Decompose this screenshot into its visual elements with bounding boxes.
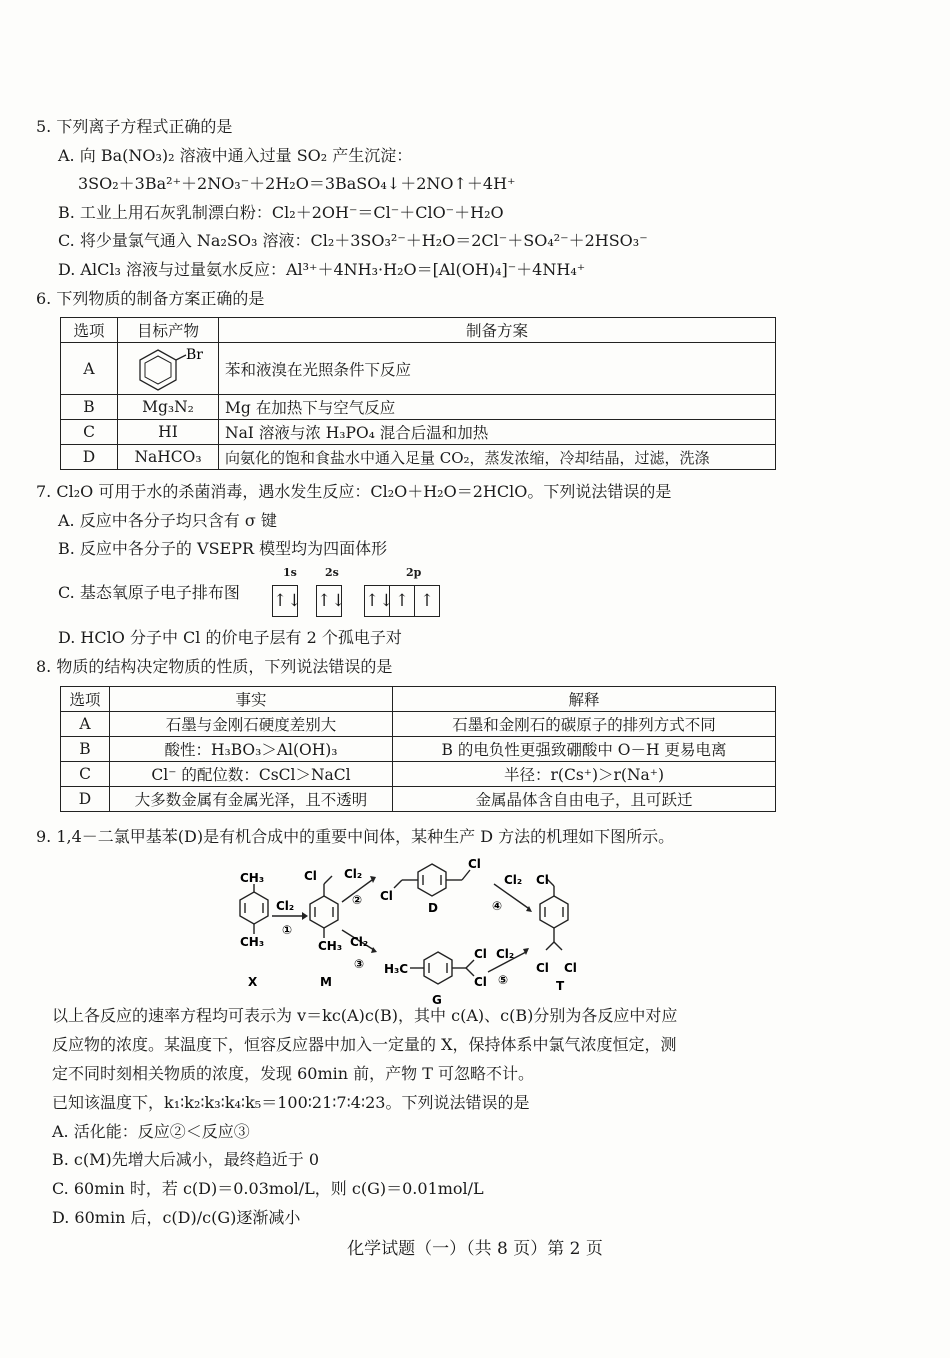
table-row (61, 343, 776, 395)
orbital-2s (316, 585, 346, 617)
q7-option-a: A. 反应中各分子均只含有 σ 键 (58, 511, 277, 530)
step-3: ③ (354, 957, 365, 971)
header-option: 选项 (61, 318, 118, 343)
d-left-cl: Cl (380, 889, 393, 903)
table-row (61, 737, 776, 762)
header-product: 目标产物 (118, 318, 219, 343)
row-option: D (61, 787, 110, 812)
q6-stem: 6. 下列物质的制备方案正确的是 (36, 289, 265, 308)
label-t: T (556, 979, 565, 993)
q9-paragraph-3: 定不同时刻相关物质的浓度，发现 60min 前，产物 T 可忽略不计。 (52, 1064, 534, 1083)
arrow4-cl2: Cl₂ (504, 873, 523, 887)
x-top-ch3: CH₃ (240, 871, 265, 885)
orbital-box: ↑↓ (364, 585, 390, 617)
t-cl-right: Cl (564, 961, 577, 975)
label-d: D (428, 901, 438, 915)
orbital-label-2p: 2p (406, 566, 422, 579)
q7-stem: 7. Cl₂O 可用于水的杀菌消毒，遇水发生反应：Cl₂O＋H₂O＝2HClO。下列说法错误的是 (36, 482, 672, 501)
reaction-scheme (204, 856, 624, 1006)
q9-paragraph-1: 以上各反应的速率方程均可表示为 v＝kc(A)c(B)，其中 c(A)、c(B)分别为各反应中对应 (52, 1006, 678, 1025)
t-cl-left: Cl (536, 961, 549, 975)
q9-option-d: D. 60min 后，c(D)/c(G)逐渐减小 (52, 1208, 301, 1227)
row-fact: 石墨与金刚石硬度差别大 (110, 712, 393, 737)
row-option: B (61, 395, 118, 420)
q5-stem: 5. 下列离子方程式正确的是 (36, 117, 233, 136)
q9-option-a: A. 活化能：反应②＜反应③ (52, 1122, 250, 1141)
row-reason: 半径：r(Cs⁺)＞r(Na⁺) (393, 762, 776, 787)
table-row (61, 712, 776, 737)
q5-option-c: C. 将少量氯气通入 Na₂SO₃ 溶液：Cl₂＋3SO₃²⁻＋H₂O＝2Cl⁻＋SO₄²⁻＋2HSO₃⁻ (58, 231, 648, 250)
label-m: M (320, 975, 332, 989)
row-fact: 大多数金属有金属光泽，且不透明 (110, 787, 393, 812)
g-cl-bottom: Cl (474, 975, 487, 989)
orbital-box: ↑↓ (316, 585, 342, 617)
table-row (61, 445, 776, 470)
table-row (61, 395, 776, 420)
table-header-row (61, 318, 776, 343)
q5-option-a-equation: 3SO₂＋3Ba²⁺＋2NO₃⁻＋2H₂O＝3BaSO₄↓＋2NO↑＋4H⁺ (78, 174, 516, 193)
q8-stem: 8. 物质的结构决定物质的性质，下列说法错误的是 (36, 657, 393, 676)
q9-paragraph-2: 反应物的浓度。某温度下，恒容反应器中加入一定量的 X，保持体系中氯气浓度恒定，测 (52, 1035, 677, 1054)
t-top-cl: Cl (536, 873, 549, 887)
bromobenzene-structure (124, 346, 212, 392)
row-option: B (61, 737, 110, 762)
row-fact: Cl⁻ 的配位数：CsCl＞NaCl (110, 762, 393, 787)
label-x: X (248, 975, 258, 989)
q7-option-b: B. 反应中各分子的 VSEPR 模型均为四面体形 (58, 539, 388, 558)
m-cl: Cl (304, 869, 317, 883)
step-5: ⑤ (498, 973, 509, 987)
row-reason: B 的电负性更强致硼酸中 O－H 更易电离 (393, 737, 776, 762)
arrow5-cl2: Cl₂ (496, 947, 515, 961)
orbital-label-1s: 1s (283, 566, 297, 579)
q9-option-b: B. c(M)先增大后减小，最终趋近于 0 (52, 1150, 320, 1169)
row-option: D (61, 445, 118, 470)
q9-stem: 9. 1,4－二氯甲基苯(D)是有机合成中的重要中间体，某种生产 D 方法的机理如下图所示。 (36, 827, 675, 846)
q7-option-d: D. HClO 分子中 Cl 的价电子层有 2 个孤电子对 (58, 628, 402, 647)
table-row (61, 787, 776, 812)
table-row (61, 762, 776, 787)
arrow1-cl2: Cl₂ (276, 899, 295, 913)
row-product: Mg₃N₂ (118, 395, 219, 420)
row-option: A (61, 712, 110, 737)
header-reason: 解释 (393, 687, 776, 712)
orbital-box: ↑↓ (272, 585, 298, 617)
orbital-box: ↑ (415, 585, 440, 617)
header-fact: 事实 (110, 687, 393, 712)
br-label: Br (186, 346, 203, 363)
table-header-row (61, 687, 776, 712)
row-option: C (61, 420, 118, 445)
orbital-2p (364, 585, 440, 617)
q5-option-b: B. 工业上用石灰乳制漂白粉：Cl₂＋2OH⁻＝Cl⁻＋ClO⁻＋H₂O (58, 203, 504, 222)
row-fact: 酸性：H₃BO₃＞Al(OH)₃ (110, 737, 393, 762)
row-plan: Mg 在加热下与空气反应 (219, 395, 776, 420)
orbital-box: ↑ (390, 585, 415, 617)
arrow2-cl2: Cl₂ (344, 867, 363, 881)
row-option: A (61, 343, 118, 395)
step-4: ④ (492, 899, 503, 913)
row-option: C (61, 762, 110, 787)
orbital-label-2s: 2s (325, 566, 339, 579)
q9-paragraph-4: 已知该温度下，k₁∶k₂∶k₃∶k₄∶k₅＝100∶21∶7∶4∶23。下列说法错误的是 (52, 1093, 530, 1112)
step-2: ② (352, 893, 363, 907)
label-g: G (432, 993, 442, 1006)
row-reason: 石墨和金刚石的碳原子的排列方式不同 (393, 712, 776, 737)
q8-table (60, 686, 776, 812)
d-right-cl: Cl (468, 857, 481, 871)
g-cl-top: Cl (474, 947, 487, 961)
m-ch3: CH₃ (318, 939, 343, 953)
x-bottom-ch3: CH₃ (240, 935, 265, 949)
arrow3-cl2: Cl₂ (350, 935, 369, 949)
g-h3c: H₃C (384, 962, 409, 976)
q7-option-c: C. 基态氧原子电子排布图 (58, 583, 240, 602)
orbital-1s (272, 585, 302, 617)
step-1: ① (282, 923, 293, 937)
q9-option-c: C. 60min 时，若 c(D)＝0.03mol/L，则 c(G)＝0.01mol/L (52, 1179, 484, 1198)
q5-option-a: A. 向 Ba(NO₃)₂ 溶液中通入过量 SO₂ 产生沉淀： (58, 146, 413, 165)
header-plan: 制备方案 (219, 318, 776, 343)
header-option: 选项 (61, 687, 110, 712)
row-product: HI (118, 420, 219, 445)
row-plan: NaI 溶液与浓 H₃PO₄ 混合后温和加热 (219, 420, 776, 445)
q5-option-d: D. AlCl₃ 溶液与过量氨水反应：Al³⁺＋4NH₃·H₂O＝[Al(OH)₄]⁻＋4NH₄⁺ (58, 260, 586, 279)
row-plan: 苯和液溴在光照条件下反应 (219, 343, 776, 395)
row-plan: 向氨化的饱和食盐水中通入足量 CO₂，蒸发浓缩，冷却结晶，过滤，洗涤 (219, 445, 776, 470)
row-product: NaHCO₃ (118, 445, 219, 470)
table-row (61, 420, 776, 445)
row-product (118, 343, 219, 395)
row-reason: 金属晶体含自由电子，且可跃迁 (393, 787, 776, 812)
page-footer: 化学试题（一）（共 8 页）第 2 页 (347, 1239, 603, 1259)
q6-table (60, 317, 776, 470)
